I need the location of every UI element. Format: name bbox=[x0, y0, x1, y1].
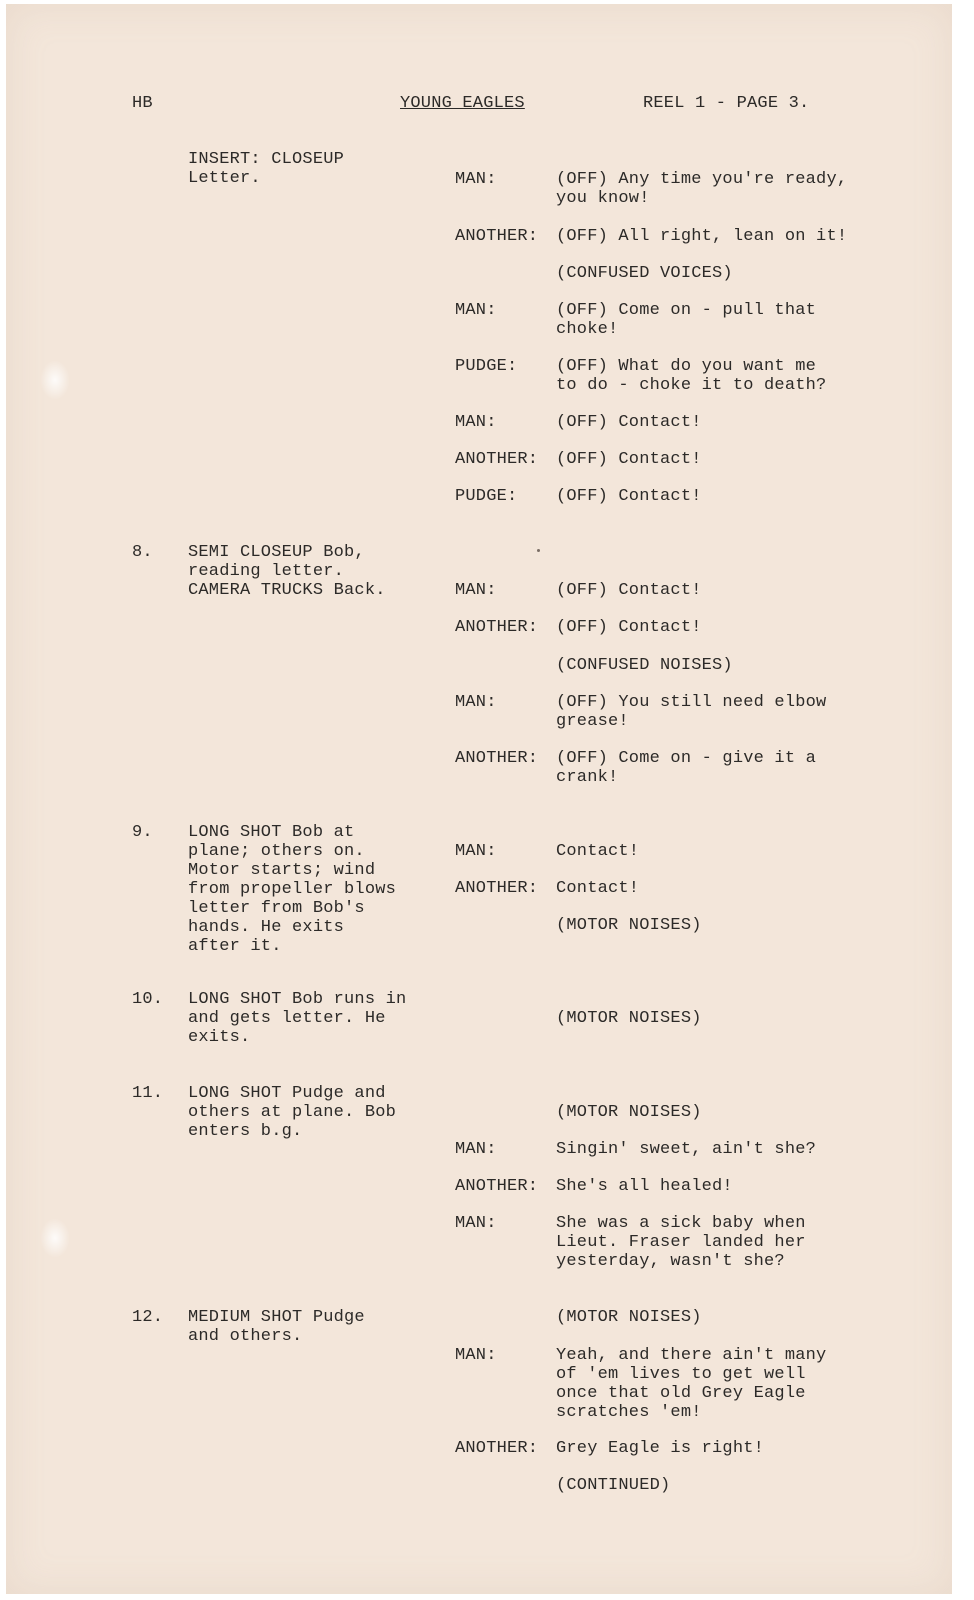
dialogue-speaker: PUDGE: bbox=[455, 487, 518, 506]
dialogue-speaker: MAN: bbox=[455, 693, 497, 712]
dialogue-line: (OFF) You still need elbow grease! bbox=[556, 693, 827, 731]
scene-number: 8. bbox=[132, 543, 153, 562]
dialogue-line: She's all healed! bbox=[556, 1177, 733, 1196]
dialogue-line: Contact! bbox=[556, 879, 640, 898]
dialogue-line: (OFF) Contact! bbox=[556, 487, 702, 506]
scene-description: LONG SHOT Bob at plane; others on. Motor starts; wind from propeller blows letter from Bob's hands. He exits after it. bbox=[188, 823, 397, 956]
dialogue-speaker: MAN: bbox=[455, 1346, 497, 1365]
dialogue-line: (OFF) Contact! bbox=[556, 413, 702, 432]
scene-description: MEDIUM SHOT Pudge and others. bbox=[188, 1308, 365, 1346]
dialogue-speaker: ANOTHER: bbox=[455, 1439, 539, 1458]
scene-number: 11. bbox=[132, 1084, 164, 1103]
dialogue-line: Singin' sweet, ain't she? bbox=[556, 1140, 817, 1159]
dialogue-speaker: MAN: bbox=[455, 842, 497, 861]
scene-number: 9. bbox=[132, 823, 153, 842]
dialogue-speaker: MAN: bbox=[455, 1140, 497, 1159]
dialogue-line: Contact! bbox=[556, 842, 640, 861]
page-title: YOUNG EAGLES bbox=[400, 94, 525, 113]
sound-cue: (MOTOR NOISES) bbox=[556, 1308, 702, 1327]
ink-speck bbox=[537, 549, 540, 552]
dialogue-line: Grey Eagle is right! bbox=[556, 1439, 765, 1458]
dialogue-speaker: MAN: bbox=[455, 413, 497, 432]
scene-description: LONG SHOT Bob runs in and gets letter. He exits. bbox=[188, 990, 407, 1047]
sound-cue: (MOTOR NOISES) bbox=[556, 1009, 702, 1028]
dialogue-speaker: MAN: bbox=[455, 301, 497, 320]
header-initials: HB bbox=[132, 94, 153, 113]
sound-cue: (MOTOR NOISES) bbox=[556, 1103, 702, 1122]
dialogue-line: Yeah, and there ain't many of 'em lives to get well once that old Grey Eagle scratches 'em! bbox=[556, 1346, 827, 1422]
dialogue-speaker: MAN: bbox=[455, 581, 497, 600]
dialogue-speaker: MAN: bbox=[455, 1214, 497, 1233]
dialogue-line: (OFF) Contact! bbox=[556, 618, 702, 637]
dialogue-speaker: PUDGE: bbox=[455, 357, 518, 376]
scene-number: 12. bbox=[132, 1308, 164, 1327]
scene-number: 10. bbox=[132, 990, 164, 1009]
dialogue-speaker: ANOTHER: bbox=[455, 879, 539, 898]
sound-cue: (CONFUSED VOICES) bbox=[556, 264, 733, 283]
reel-page-number: REEL 1 - PAGE 3. bbox=[643, 94, 810, 113]
dialogue-line: (OFF) Come on - pull that choke! bbox=[556, 301, 817, 339]
dialogue-line: (OFF) Come on - give it a crank! bbox=[556, 749, 817, 787]
dialogue-line: She was a sick baby when Lieut. Fraser landed her yesterday, wasn't she? bbox=[556, 1214, 806, 1271]
dialogue-speaker: ANOTHER: bbox=[455, 1177, 539, 1196]
sound-cue: (MOTOR NOISES) bbox=[556, 916, 702, 935]
scene-description: LONG SHOT Pudge and others at plane. Bob enters b.g. bbox=[188, 1084, 397, 1141]
continued-marker: (CONTINUED) bbox=[556, 1476, 671, 1495]
dialogue-line: (OFF) Contact! bbox=[556, 581, 702, 600]
scene-description: INSERT: CLOSEUP Letter. bbox=[188, 150, 345, 188]
dialogue-speaker: ANOTHER: bbox=[455, 749, 539, 768]
dialogue-line: (OFF) What do you want me to do - choke it to death? bbox=[556, 357, 827, 395]
sound-cue: (CONFUSED NOISES) bbox=[556, 656, 733, 675]
dialogue-speaker: MAN: bbox=[455, 170, 497, 189]
scene-description: SEMI CLOSEUP Bob, reading letter. CAMERA TRUCKS Back. bbox=[188, 543, 386, 600]
paper-fold-mark bbox=[40, 360, 70, 400]
dialogue-speaker: ANOTHER: bbox=[455, 227, 539, 246]
dialogue-line: (OFF) All right, lean on it! bbox=[556, 227, 848, 246]
dialogue-speaker: ANOTHER: bbox=[455, 618, 539, 637]
dialogue-line: (OFF) Contact! bbox=[556, 450, 702, 469]
dialogue-line: (OFF) Any time you're ready, you know! bbox=[556, 170, 848, 208]
dialogue-speaker: ANOTHER: bbox=[455, 450, 539, 469]
paper-fold-mark bbox=[40, 1218, 70, 1258]
